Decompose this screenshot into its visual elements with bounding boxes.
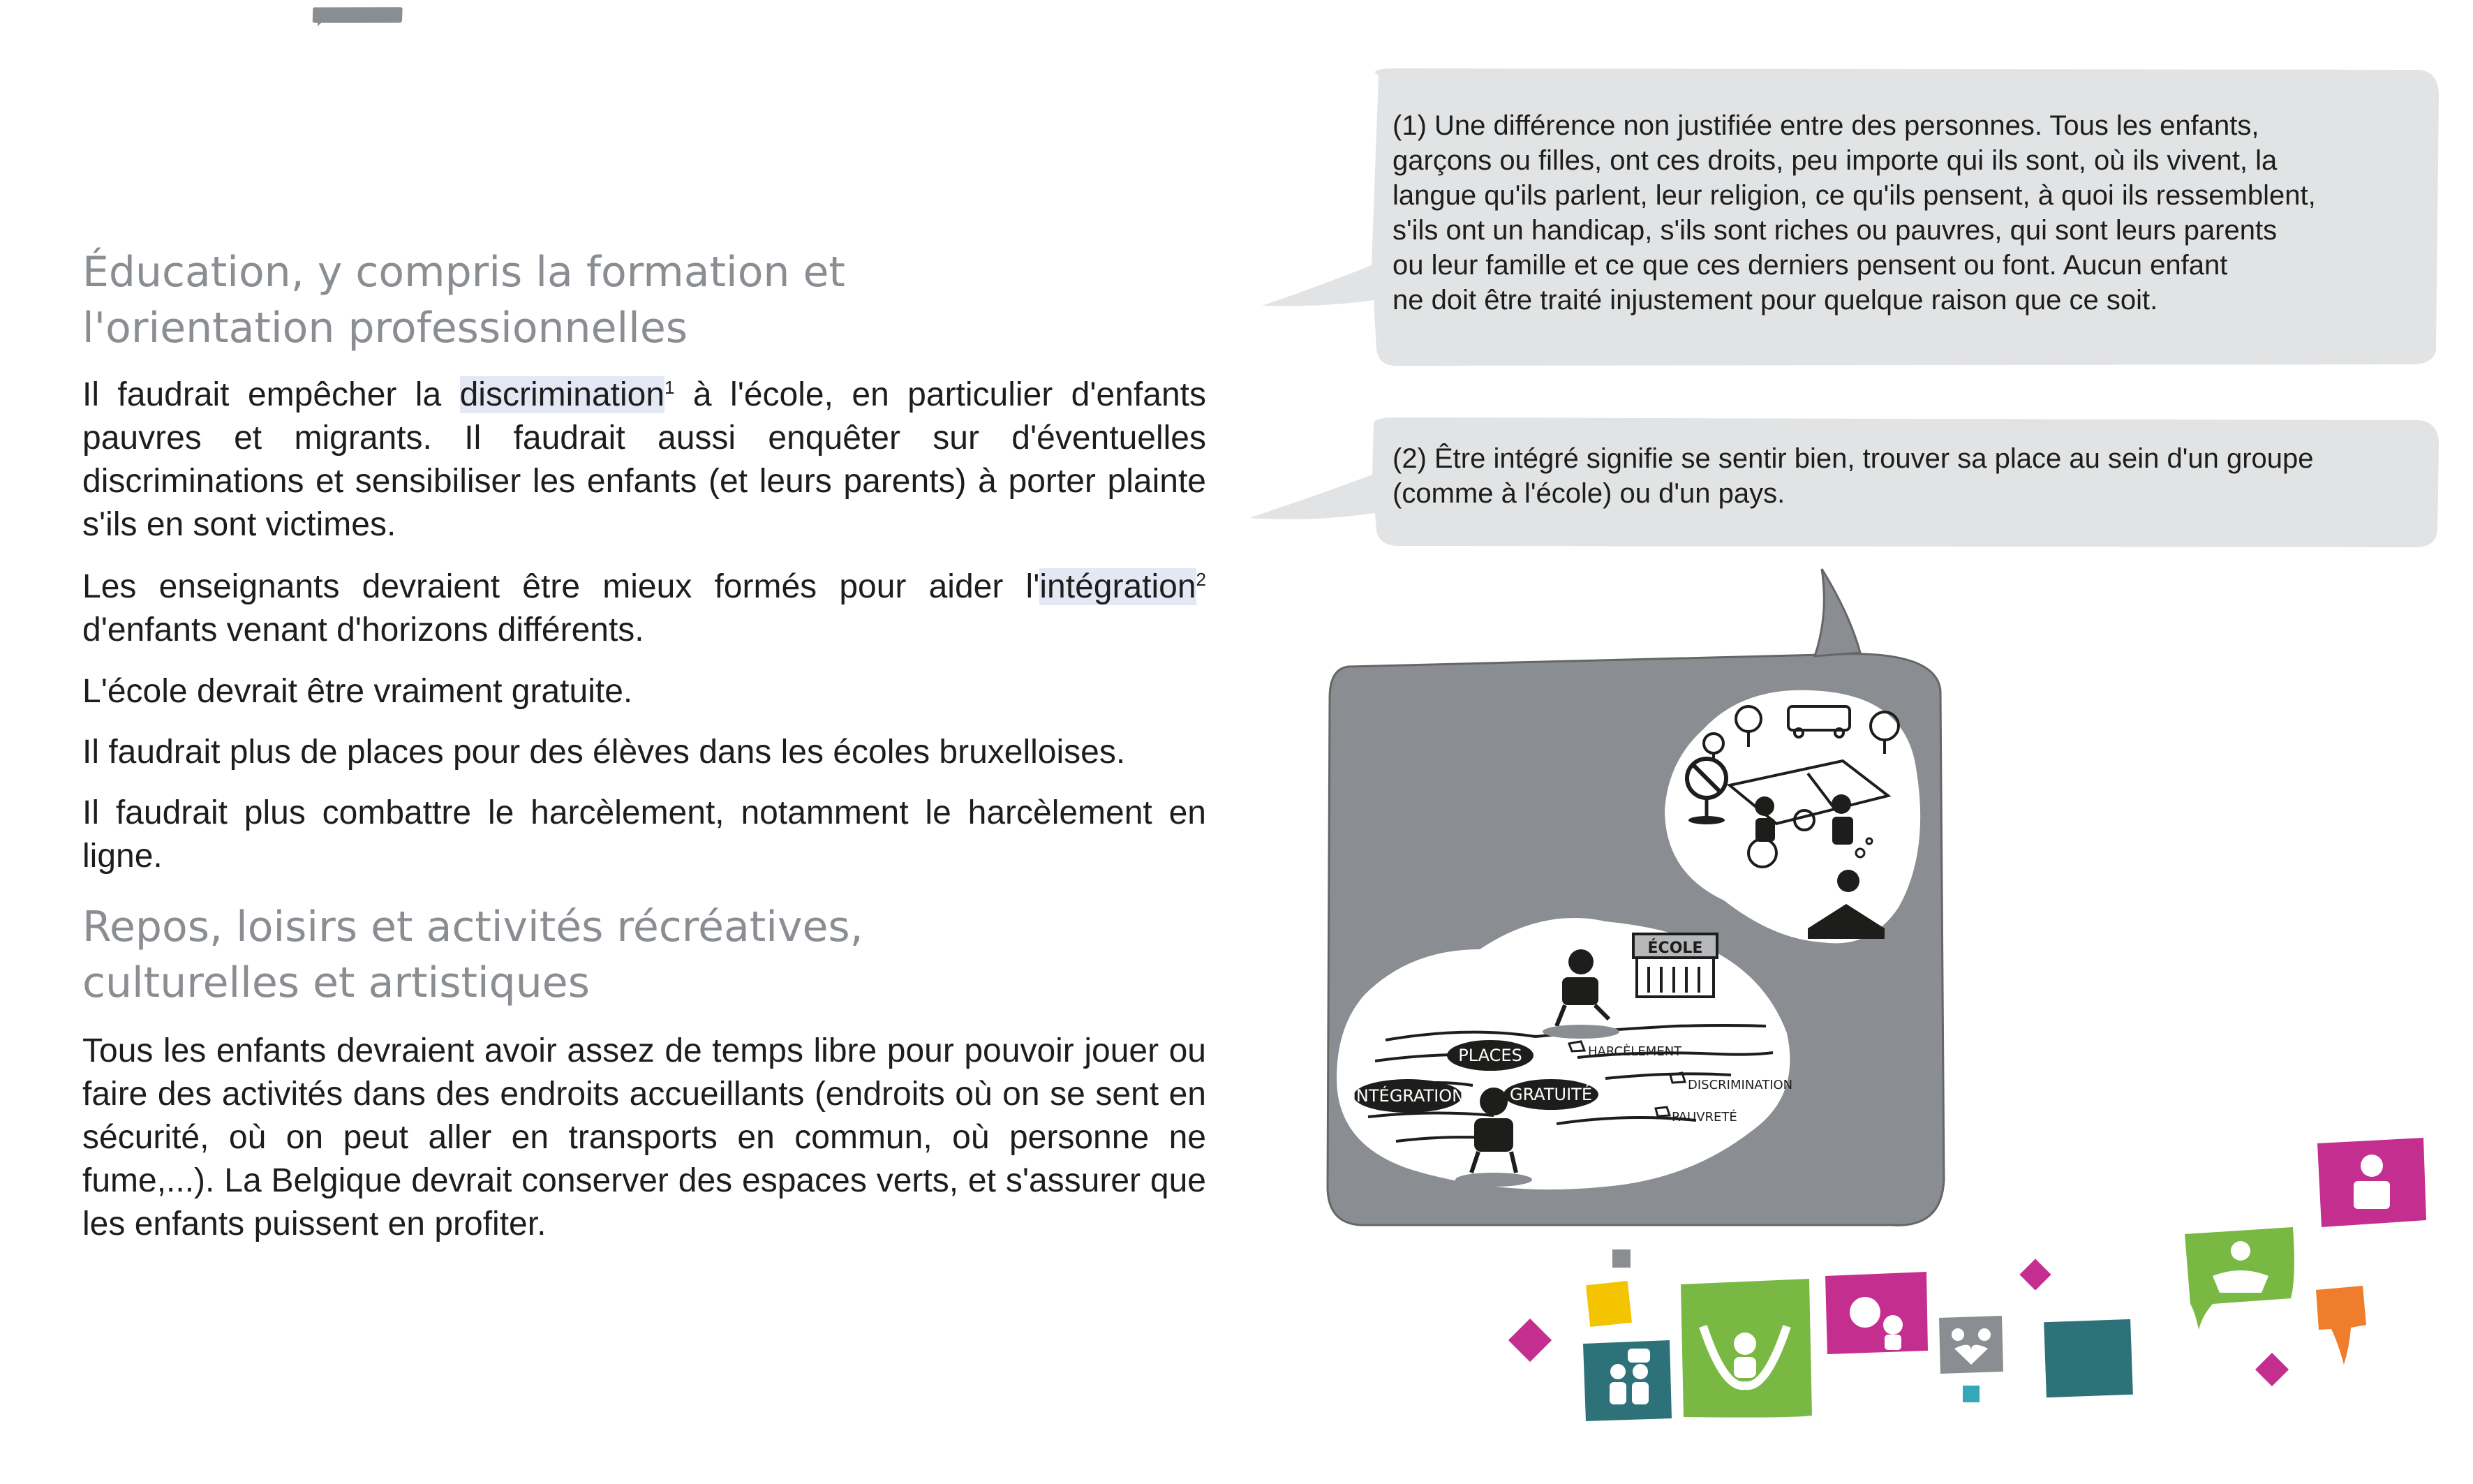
tile-green-bubble	[2185, 1227, 2294, 1330]
education-paragraph-4: Il faudrait plus de places pour des élèves dans les écoles bruxelloises.	[82, 734, 1126, 771]
person-icon	[2361, 1155, 2383, 1177]
tile-magenta-diamond-3	[2255, 1353, 2289, 1386]
river-label-discrimination: DISCRIMINATION	[1688, 1078, 1793, 1092]
footnote-ref-2: 2	[1196, 569, 1206, 590]
family-icon	[1850, 1297, 1880, 1328]
education-paragraph-1: Il faudrait empêcher la discrimination$^1$ à l'école, en particulier d'enfants pauvres et migrants. Il faudrait aussi enquêter sur d'éventuelles discriminations et sensibiliser les enfants (et leurs parents) à porter plainte s'ils en sont victimes.	[82, 376, 1206, 543]
tile-yellow	[1586, 1281, 1632, 1327]
river-label-pauvrete: PAUVRETÉ	[1672, 1110, 1737, 1125]
stone-label-integration: INTÉGRATION	[1351, 1086, 1465, 1106]
leisure-paragraph-1: Tous les enfants devraient avoir assez de temps libre pour pouvoir jouer ou faire des activités dans des endroits accueillants (endroits où on se sent en sécurité, où on peut aller en transports en commun, où personne ne fume,...). La Belgique devrait conserver des espaces verts, et s'assurer que les enfants puissent en profiter.	[82, 1032, 1206, 1242]
leisure-heading: Repos, loisirs et activités récréatives, culturelles et artistiques	[82, 903, 863, 1007]
footnote-ref-1: 1	[664, 377, 675, 398]
tile-small-grey	[1612, 1249, 1631, 1268]
footnote-2: (2) Être intégré signifie se sentir bien, trouver sa place au sein d'un groupe (comme à l'école) ou d'un pays.	[1393, 443, 2314, 509]
tile-teal-plain	[2044, 1319, 2133, 1397]
integration-term: intégration	[1039, 568, 1196, 605]
tile-orange-bubble	[2316, 1286, 2366, 1365]
tile-magenta-person	[2317, 1138, 2426, 1227]
tile-protecting-hands	[1681, 1279, 1812, 1418]
education-paragraph-2: Les enseignants devraient être mieux formés pour aider l'intégration$^2$ d'enfants venant d'horizons différents.	[82, 568, 1206, 648]
education-heading: Éducation, y compris la formation et l'orientation professionnelles	[82, 248, 845, 353]
education-paragraph-3: L'école devrait être vraiment gratuite.	[82, 673, 633, 710]
chat-icon	[1628, 1349, 1650, 1363]
section-title: H. Éducation, loisirs et activités culturelles	[99, 68, 758, 205]
tile-people-chat	[1583, 1340, 1672, 1421]
river-label-harcelement: HARCÈLEMENT	[1588, 1044, 1682, 1059]
tile-small-cyan	[1963, 1386, 1980, 1402]
stone-label-places: PLACES	[1458, 1046, 1522, 1065]
tile-family	[1825, 1272, 1928, 1354]
group-icon	[2231, 1241, 2250, 1261]
footnote-1: (1) Une différence non justifiée entre des personnes. Tous les enfants, garçons ou filles, ont ces droits, peu importe qui ils sont, où ils vivent, la langue qu'ils parlent, leur religion, ce qu'ils pensent, à quoi ils ressemblent, s'ils ont un handicap, s'ils sont riches ou pauvres, qui sont leurs parents ou leur famille et ce que ces derniers pensent ou font. Aucun enfant ne doit être traité injustement pour quelque raison que ce soit.	[1393, 110, 2316, 316]
discrimination-term: discrimination	[459, 376, 665, 413]
school-sign-label: ÉCOLE	[1647, 940, 1703, 957]
tile-magenta-diamond-2	[2019, 1259, 2051, 1290]
education-paragraph-5: Il faudrait plus combattre le harcèlement, notamment le harcèlement en ligne.	[82, 794, 1206, 875]
tile-magenta-diamond	[1508, 1319, 1552, 1362]
tile-caring	[1939, 1316, 2003, 1374]
stone-label-gratuite: GRATUITÉ	[1510, 1085, 1592, 1104]
